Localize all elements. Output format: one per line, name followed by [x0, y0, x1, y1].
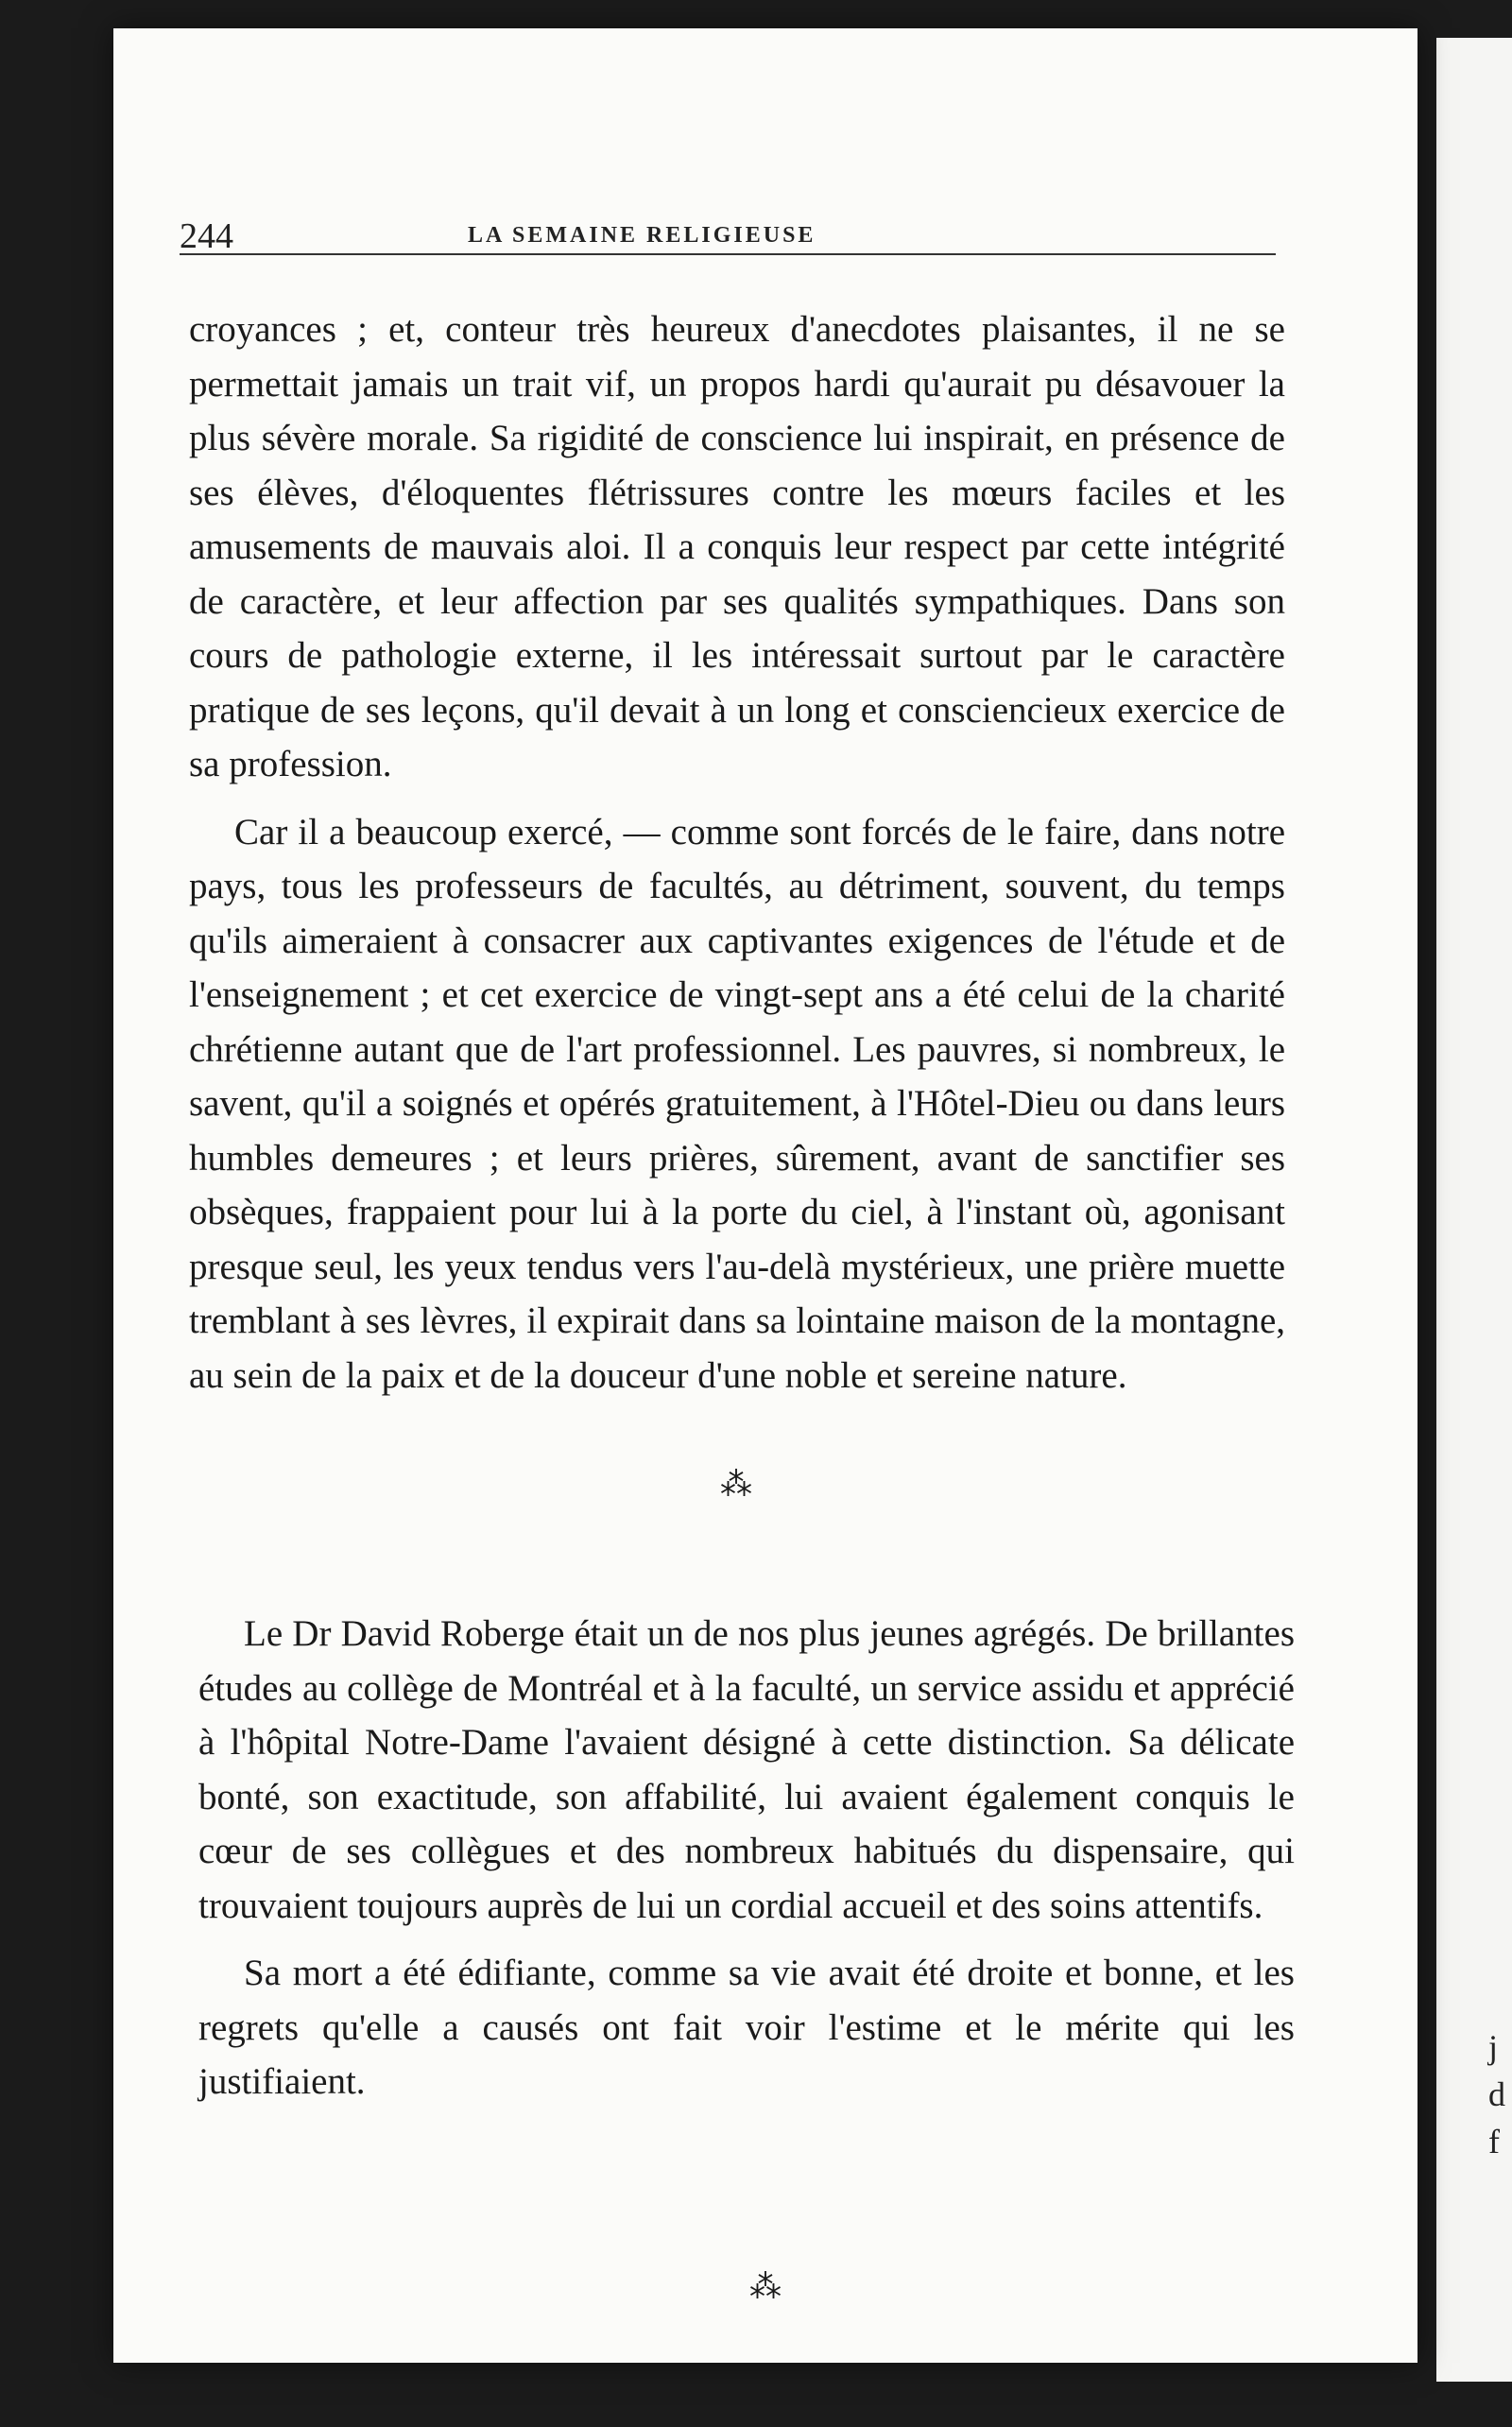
asterism-separator: ⁂: [720, 1468, 754, 1503]
adjacent-page-edge: [1436, 38, 1512, 2382]
page-number: 244: [180, 216, 233, 256]
adjacent-page-fragment: j: [1488, 2028, 1499, 2066]
paragraph: Car il a beaucoup exercé, — comme sont forcés de le faire, dans notre pays, tous les professeurs de facultés, au détriment, souvent, du temps qu'ils aimeraient à consacrer aux captivantes exigences de l'étude et de l'enseignement ; et cet exercice de vingt-sept ans a été celui de la charité chrétienne autant que de l'art professionnel. Les pauvres, si nombreux, le savent, qu'il a soignés et opérés gratuitement, à l'Hôtel-Dieu ou dans leurs humbles demeures ; et leurs prières, sûrement, avant de sanctifier ses obsèques, frappaient pour lui à la porte du ciel, à l'instant où, agonisant presque seul, les yeux tendus vers l'au-delà mystérieux, une prière muette tremblant à ses lèvres, il expirait dans sa lointaine maison de la montagne, au sein de la paix et de la douceur d'une noble et sereine nature.: [189, 811, 1285, 1396]
running-head: LA SEMAINE RELIGIEUSE: [468, 223, 816, 248]
paragraph: Sa mort a été édifiante, comme sa vie avait été droite et bonne, et les regrets qu'elle a causés ont fait voir l'estime et le mérite qui les justifiaient.: [198, 1953, 1295, 2102]
adjacent-page-fragment: d: [1488, 2075, 1505, 2113]
paragraph: Le Dr David Roberge était un de nos plus jeunes agrégés. De brillantes études au collège de Montréal et à la faculté, un service assidu et apprécié à l'hôpital Notre-Dame l'avaient désigné à cette distinction. Sa délicate bonté, son exactitude, son affabilité, lui avaient également conquis le cœur de ses collègues et des nombreux habitués du dispensaire, qui trouvaient toujours auprès de lui un cordial accueil et des soins attentifs.: [198, 1613, 1295, 1926]
page-header: [180, 197, 1276, 255]
body-text: [189, 302, 1285, 1563]
body-text-section-2: [198, 1607, 1295, 2109]
asterism-separator: ⁂: [749, 2270, 782, 2305]
adjacent-page-fragment: f: [1488, 2123, 1500, 2160]
paragraph: croyances ; et, conteur très heureux d'anecdotes plaisantes, il ne se permettait jamais un trait vif, un propos hardi qu'aurait pu désavouer la plus sévère morale. Sa rigidité de conscience lui inspirait, en présence de ses élèves, d'éloquentes flétrissures contre les mœurs faciles et les amusements de mauvais aloi. Il a conquis leur respect par cette intégrité de caractère, et leur affection par ses qualités sympathiques. Dans son cours de pathologie externe, il les intéressait surtout par le caractère pratique de ses leçons, qu'il devait à un long et consciencieux exercice de sa profession.: [189, 309, 1285, 784]
book-page: [113, 28, 1418, 2363]
